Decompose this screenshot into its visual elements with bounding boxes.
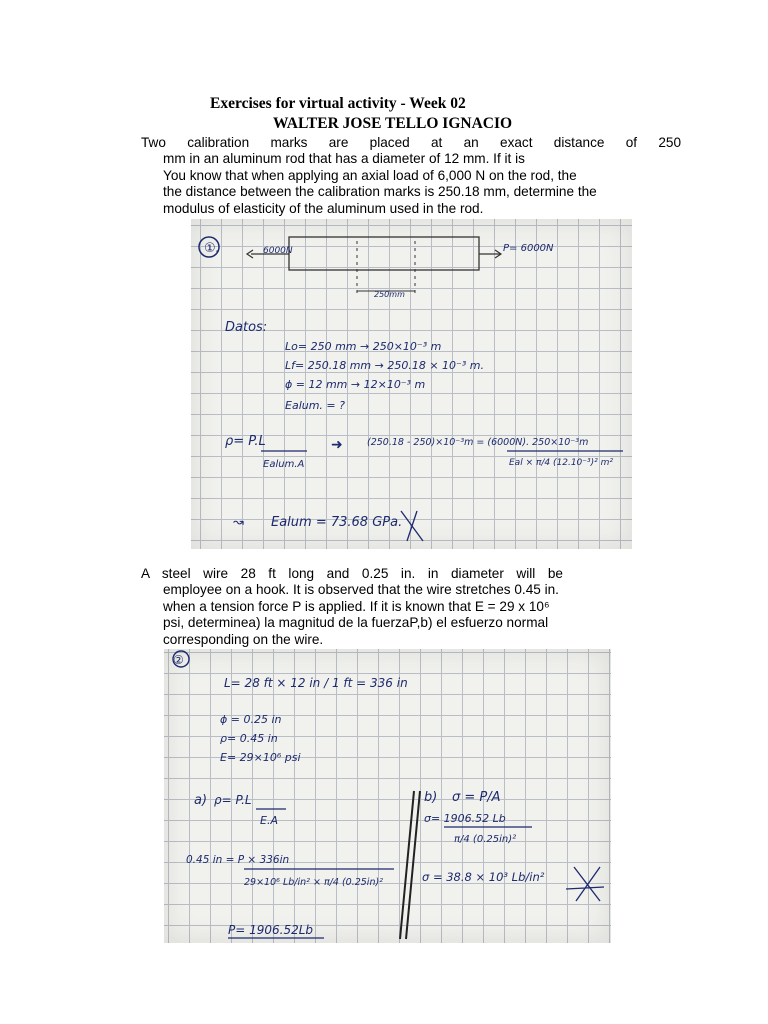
part-a-substitution-bottom: 29×10⁶ Lb/in² × π/4 (0.25in)² bbox=[244, 877, 383, 888]
part-a-substitution-top: 0.45 in = P × 336in bbox=[186, 854, 290, 866]
problem-2-line: corresponding on the wire. bbox=[163, 631, 324, 647]
problem-1-statement bbox=[141, 135, 681, 217]
problem-1-line: mm in an aluminum rod that has a diameter of 12 mm. If it is bbox=[163, 151, 525, 167]
part-b-formula: σ = P/A bbox=[452, 790, 501, 805]
formula-bottom: Ealum.A bbox=[263, 459, 305, 470]
problem-2-line: psi, determinea) la magnitud de la fuerzaP,b) el esfuerzo normal bbox=[163, 615, 549, 631]
given-value: ϕ = 0.25 in bbox=[220, 713, 282, 726]
problem-2-handwritten-solution-photo bbox=[164, 649, 611, 943]
problem-1-line: modulus of elasticity of the aluminum used in the rod. bbox=[163, 200, 484, 216]
dimension-label: 250mm bbox=[374, 290, 405, 299]
problem-2-line: employee on a hook. It is observed that the wire stretches 0.45 in. bbox=[163, 582, 559, 598]
problem-2-line: when a tension force P is applied. If it is known that E = 29 x 10⁶ bbox=[163, 598, 550, 614]
datos-line: Lo= 250 mm → 250×10⁻³ m bbox=[285, 340, 442, 353]
problem-2-number: ② bbox=[173, 653, 184, 667]
part-b-substitution-top: σ= 1906.52 Lb bbox=[424, 812, 506, 825]
part-b-result: σ = 38.8 × 10³ Lb/in² bbox=[422, 870, 545, 884]
problem-1-line: Two calibration marks are placed at an exact distance of 250 bbox=[141, 135, 681, 150]
part-b-substitution-bottom: π/4 (0.25in)² bbox=[454, 834, 517, 845]
datos-heading: Datos: bbox=[225, 320, 268, 335]
problem-1-number: ①. bbox=[204, 241, 220, 256]
problem-2-statement bbox=[141, 566, 681, 648]
part-a-formula-top: ρ= P.L bbox=[214, 793, 252, 807]
part-a-formula-bottom: E.A bbox=[260, 814, 278, 827]
problem-1-line: the distance between the calibration marks is 250.18 mm, determine the bbox=[163, 184, 597, 200]
problem-1-handwritten-solution-photo bbox=[191, 219, 632, 549]
part-b-label: b) bbox=[424, 790, 438, 805]
part-a-result: P= 1906.52Lb bbox=[228, 923, 314, 937]
document-author: WALTER JOSE TELLO IGNACIO bbox=[273, 115, 513, 132]
load-left-label: 6000N bbox=[263, 246, 293, 256]
length-conversion: L= 28 ft × 12 in / 1 ft = 336 in bbox=[224, 676, 408, 690]
problem-2-handwriting-svg bbox=[164, 649, 611, 943]
datos-line: Lf= 250.18 mm → 250.18 × 10⁻³ m. bbox=[285, 359, 484, 372]
svg-text:➜: ➜ bbox=[331, 437, 343, 453]
formula-top: ρ= P.L bbox=[225, 434, 266, 449]
datos-line: ϕ = 12 mm → 12×10⁻³ m bbox=[285, 378, 426, 391]
document-title: Exercises for virtual activity - Week 02 bbox=[210, 95, 466, 112]
problem-1-handwriting-svg bbox=[191, 219, 632, 549]
problem-1-line: You know that when applying an axial load of 6,000 N on the rod, the bbox=[163, 167, 577, 183]
given-value: E= 29×10⁶ psi bbox=[220, 751, 301, 764]
problem-2-line: A steel wire 28 ft long and 0.25 in. in diameter will be bbox=[141, 566, 563, 581]
part-a-label: a) bbox=[194, 793, 208, 808]
rod-outline bbox=[289, 237, 479, 270]
substitution-bottom: Eal × π/4 (12.10⁻³)² m² bbox=[509, 458, 613, 468]
given-value: ρ= 0.45 in bbox=[220, 732, 278, 745]
load-right-label: P= 6000N bbox=[503, 243, 554, 254]
result-ealum: Ealum = 73.68 GPa. bbox=[271, 515, 403, 530]
substitution-top: (250.18 - 250)×10⁻³m = (6000N). 250×10⁻³m bbox=[367, 437, 589, 448]
datos-line: Ealum. = ? bbox=[285, 399, 345, 412]
svg-text:↝: ↝ bbox=[233, 515, 244, 530]
